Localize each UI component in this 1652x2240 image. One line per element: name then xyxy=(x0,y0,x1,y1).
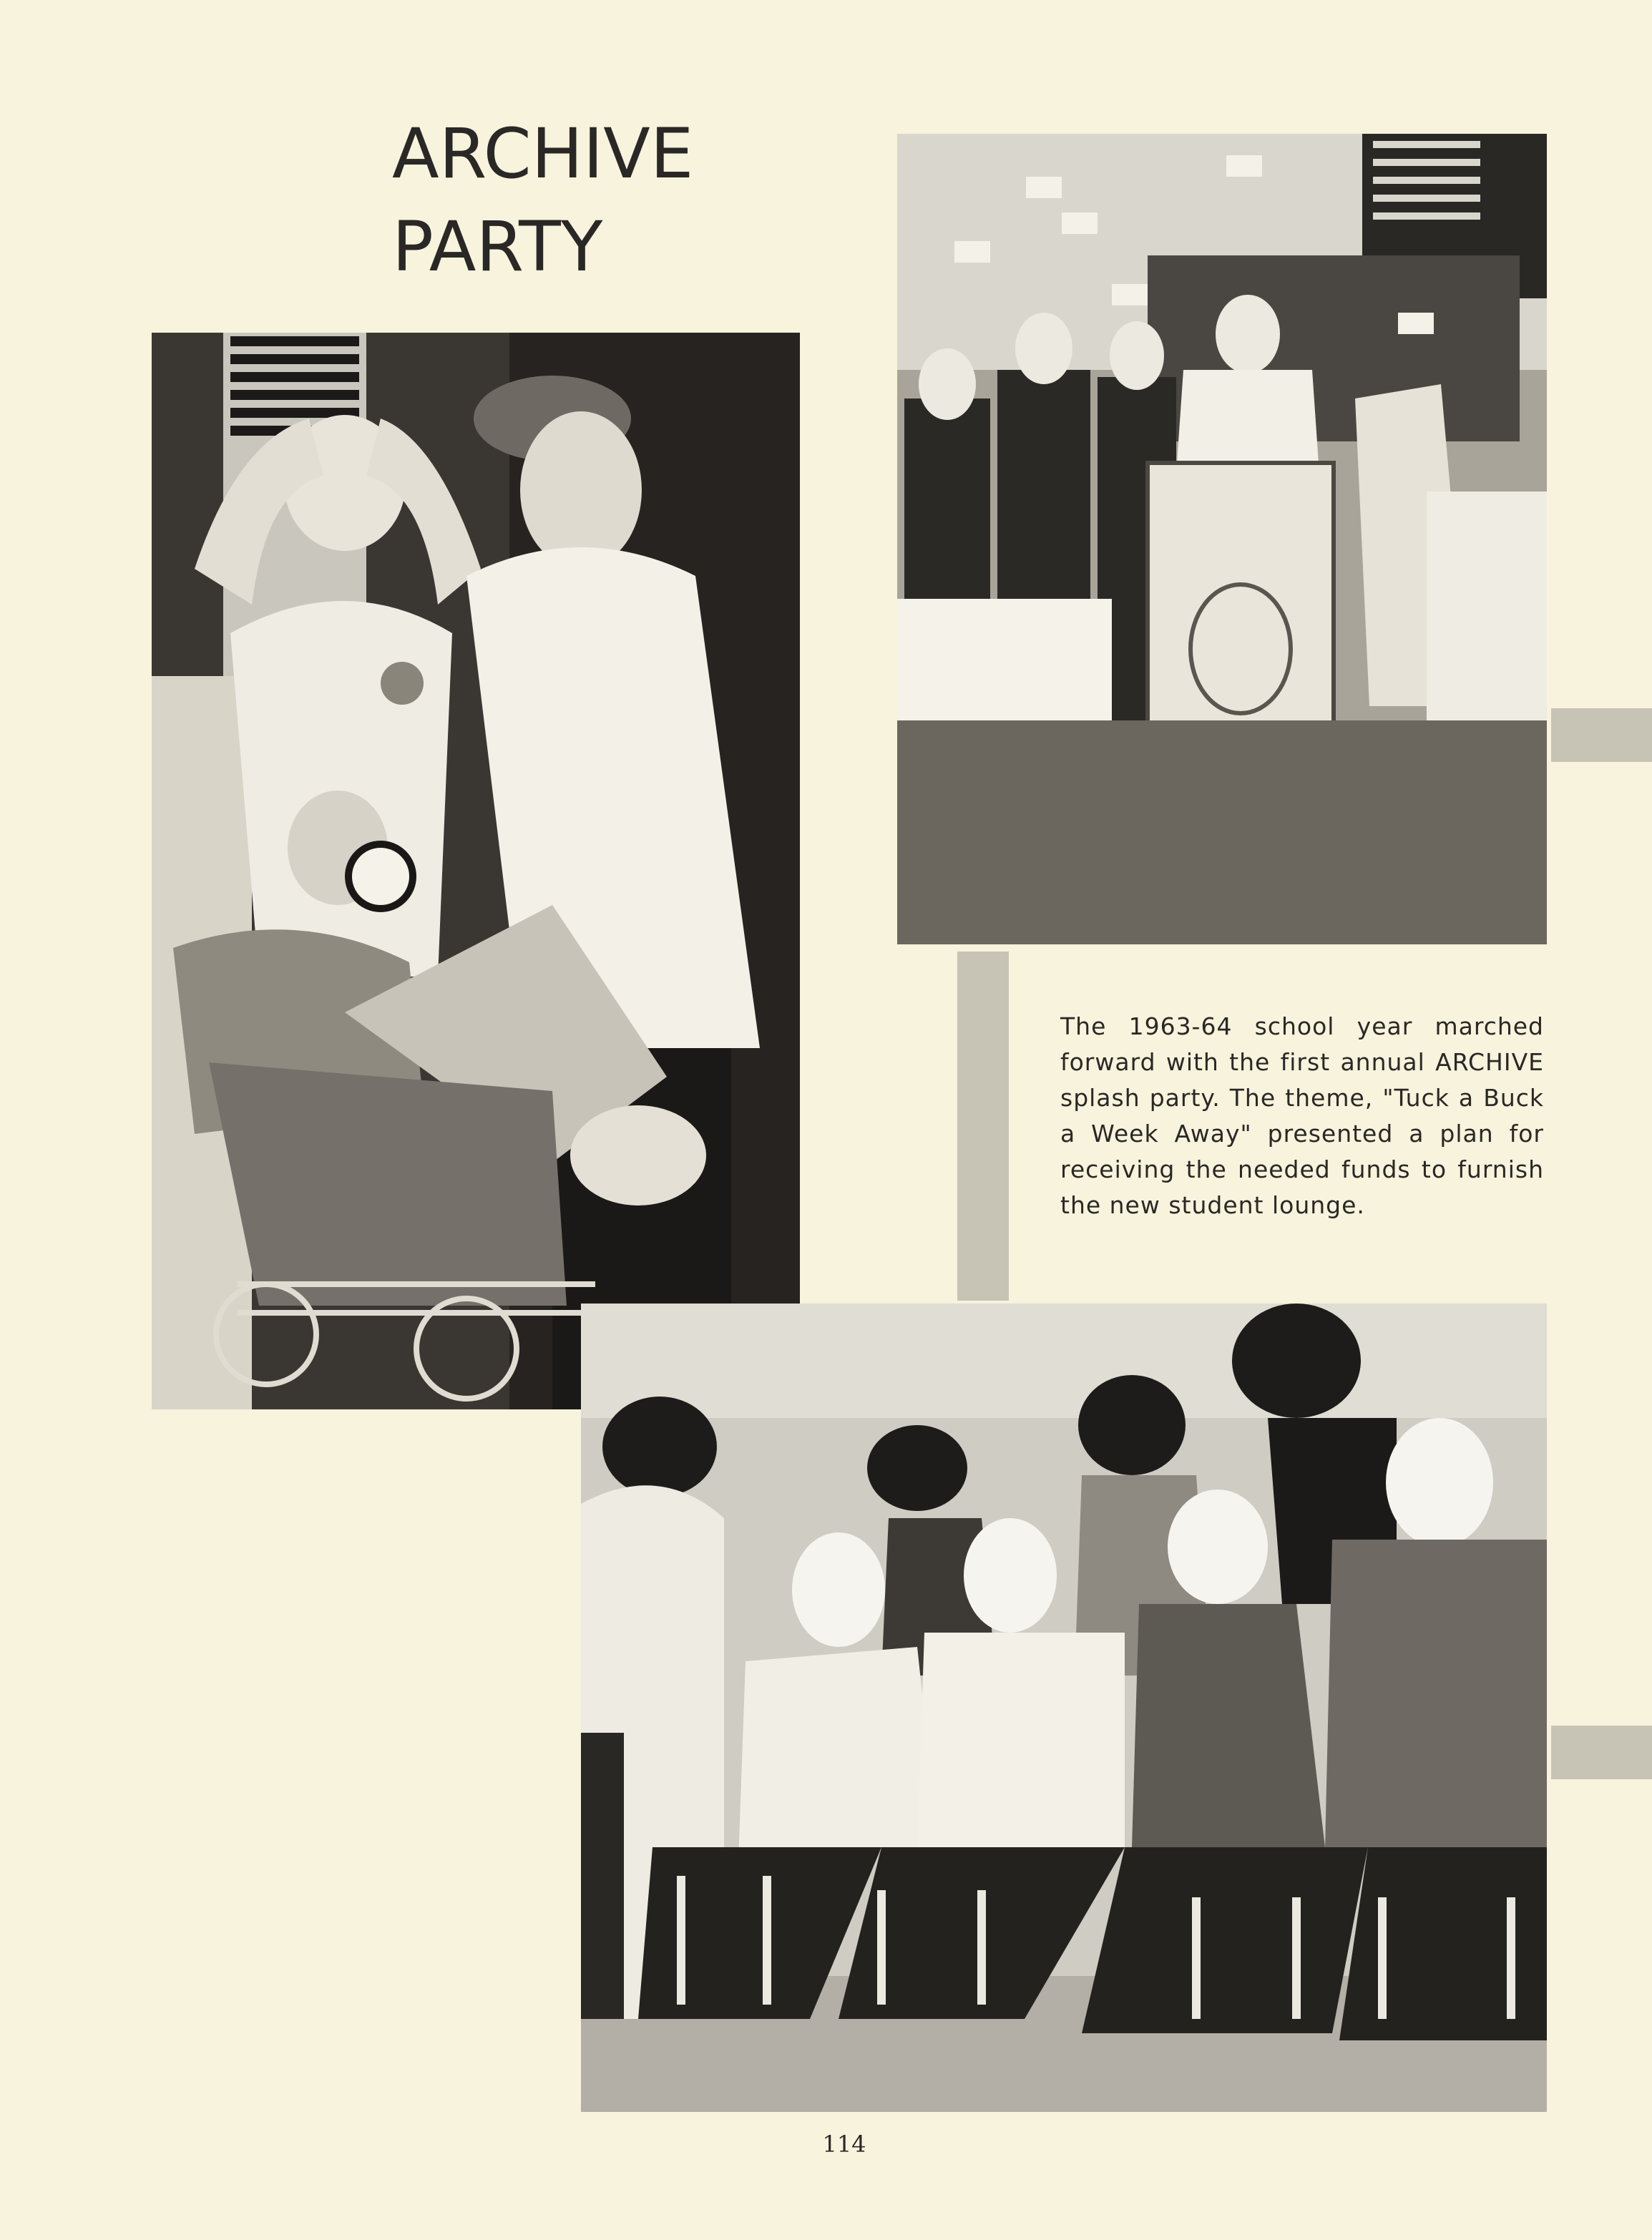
page-edge-tab-lower xyxy=(1551,1726,1652,1779)
photo-stage-banner xyxy=(897,134,1547,944)
photo-stroller-scene xyxy=(152,333,800,1409)
photo-shaving-image xyxy=(581,1304,1547,2112)
photo-shaving-contest xyxy=(581,1304,1547,2112)
photo-stroller-image xyxy=(152,333,800,1409)
photo-stage-image xyxy=(897,134,1547,944)
caption-text: The 1963-64 school year marched forward with the first annual ARCHIVE splash party. The theme, "Tuck a Buck a Week Away" presented a plan for receiving the needed funds to furnish the new student lounge. xyxy=(1060,1012,1544,1219)
page-edge-tab-upper xyxy=(1551,708,1652,762)
caption-accent-bar xyxy=(957,952,1009,1301)
title-line-archive: ARCHIVE xyxy=(392,114,694,194)
title-line-party: PARTY xyxy=(392,207,603,287)
page-number: 114 xyxy=(822,2131,866,2158)
page-title xyxy=(392,107,693,293)
